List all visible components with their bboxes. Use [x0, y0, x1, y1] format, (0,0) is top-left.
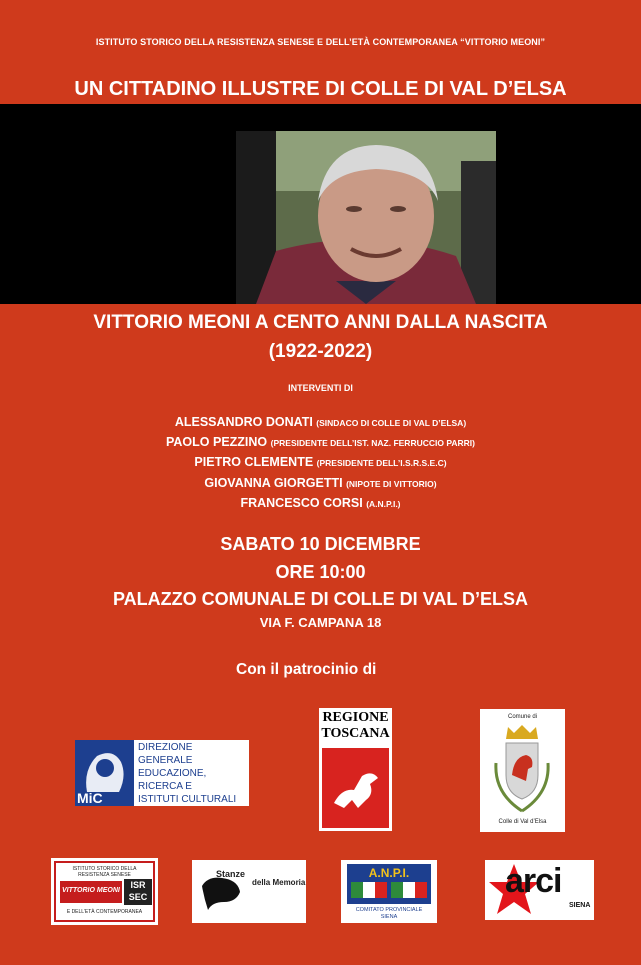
- event-years: (1922-2022): [268, 341, 373, 362]
- anpi-sub2: SIENA: [380, 914, 398, 920]
- mic-short: MiC: [77, 790, 103, 806]
- interventi-label: INTERVENTI DI: [288, 383, 353, 393]
- speaker-name: PAOLO PEZZINO: [166, 435, 268, 449]
- stanze-memoria-logo: [192, 860, 306, 923]
- mic-line: EDUCAZIONE,: [138, 768, 207, 779]
- patronage-label: Con il patrocinio di: [236, 661, 377, 678]
- regione-toscana-logo: [319, 708, 392, 831]
- mic-line: DIREZIONE GENERALE: [138, 742, 193, 766]
- anpi-title: A.N.P.I.: [368, 866, 410, 880]
- speaker-line: [0, 415, 641, 429]
- stanze-text1: Stanze: [216, 869, 246, 879]
- event-venue: PALAZZO COMUNALE DI COLLE DI VAL D’ELSA: [113, 589, 528, 609]
- isrsec-code2: SEC: [128, 892, 148, 902]
- pegasus-icon: [322, 748, 389, 828]
- speaker-role: (NIPOTE DI VITTORIO): [346, 479, 437, 489]
- portrait-photo: [236, 131, 496, 304]
- isrsec-code1: ISR: [130, 880, 146, 890]
- speaker-role: (SINDACO DI COLLE DI VAL D’ELSA): [316, 418, 467, 428]
- event-title: VITTORIO MEONI A CENTO ANNI DALLA NASCITA: [93, 312, 548, 333]
- speaker-line: [0, 476, 641, 490]
- speaker-name: FRANCESCO CORSI: [240, 496, 363, 510]
- mic-emblem: [75, 740, 134, 806]
- comune-top: Comune di: [507, 714, 537, 720]
- arci-sub: SIENA: [569, 902, 591, 909]
- mic-logo: [75, 740, 249, 806]
- speaker-name: ALESSANDRO DONATI: [174, 415, 313, 429]
- isrsec-name: VITTORIO MEONI: [62, 887, 120, 894]
- arci-logo: [485, 860, 594, 920]
- event-date: SABATO 10 DICEMBRE: [220, 534, 421, 554]
- arci-name: arci: [505, 862, 562, 900]
- comune-crest-icon: [490, 723, 555, 817]
- event-address: VIA F. CAMPANA 18: [259, 615, 382, 630]
- event-time: ORE 10:00: [275, 562, 366, 582]
- isrsec-top: ISTITUTO STORICO DELLA RESISTENZA SENESE: [72, 866, 137, 878]
- mic-line: RICERCA E: [138, 781, 192, 792]
- headline: UN CITTADINO ILLUSTRE DI COLLE DI VAL D’ELSA: [74, 78, 567, 100]
- speaker-role: (A.N.P.I.): [366, 499, 401, 509]
- stanze-text2: della Memoria: [252, 878, 306, 887]
- speaker-line: [0, 455, 641, 469]
- regione-line2: TOSCANA: [321, 726, 390, 741]
- comune-bottom: Colle di Val d’Elsa: [498, 819, 547, 825]
- isrsec-bottom: E DELL’ETÀ CONTEMPORANEA: [66, 909, 143, 915]
- speaker-role: (PRESIDENTE DELL’I.S.R.S.E.C): [316, 458, 447, 468]
- anpi-logo: [341, 860, 437, 923]
- comune-logo: [480, 709, 565, 832]
- isrsec-logo: [51, 858, 158, 925]
- speaker-name: GIOVANNA GIORGETTI: [204, 476, 343, 490]
- mic-line: ISTITUTI CULTURALI: [138, 794, 237, 805]
- speaker-line: [0, 435, 641, 449]
- speaker-line: [0, 496, 641, 510]
- speaker-role: (PRESIDENTE DELL’IST. NAZ. FERRUCCIO PARRI): [270, 438, 475, 448]
- regione-line1: REGIONE: [322, 710, 389, 725]
- anpi-sub1: COMITATO PROVINCIALE: [355, 907, 423, 913]
- speaker-name: PIETRO CLEMENTE: [194, 455, 314, 469]
- organization-name: ISTITUTO STORICO DELLA RESISTENZA SENESE E DELL’ETÀ CONTEMPORANEA “VITTORIO MEONI”: [95, 37, 546, 47]
